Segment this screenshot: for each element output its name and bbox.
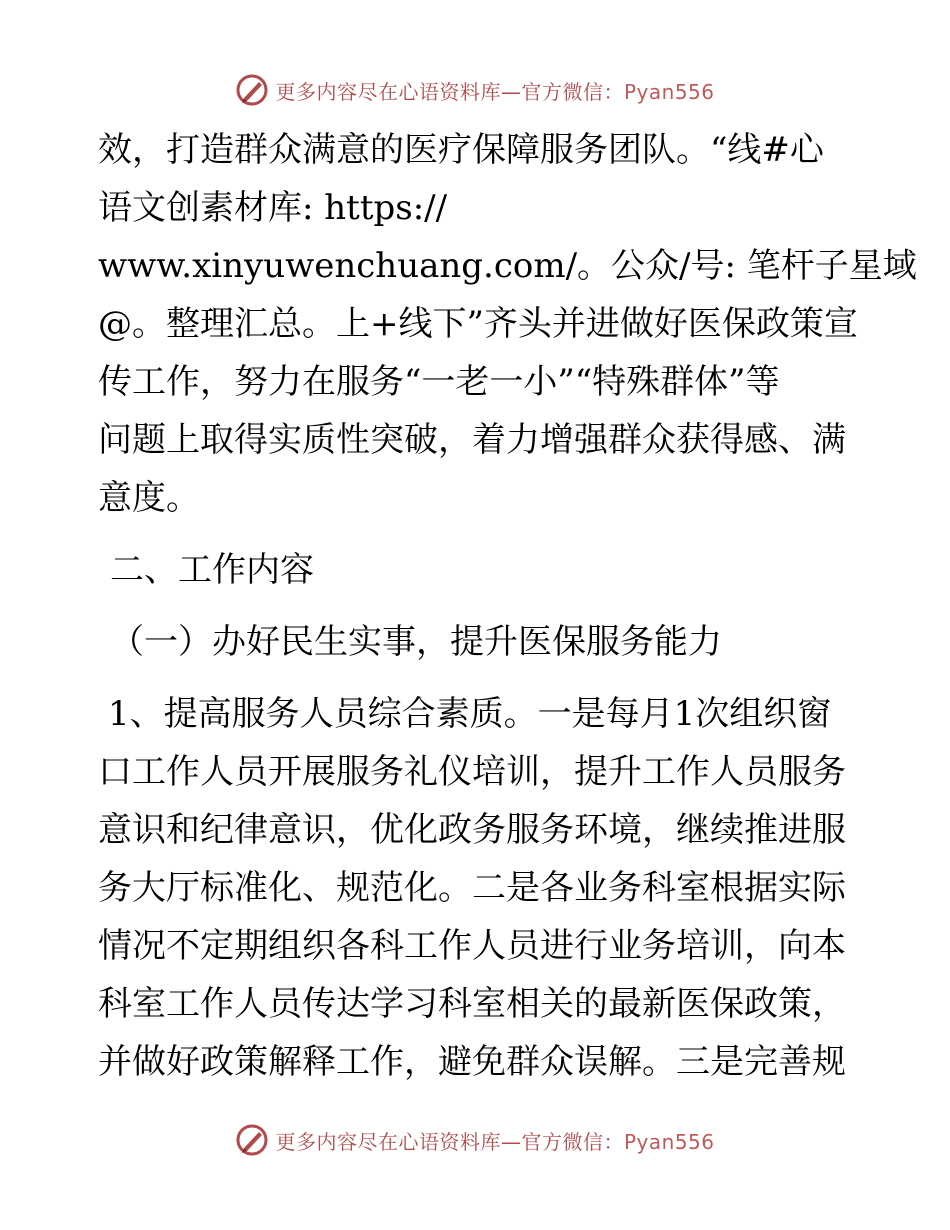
watermark-text: 更多内容尽在心语资料库—官方微信：Pyan556 xyxy=(275,79,715,104)
pen-seal-logo-icon xyxy=(235,73,269,107)
text-line: 情况不定期组织各科工作人员进行业务培训，向本 xyxy=(98,926,846,966)
subsection-heading: （一）办好民生实事，提升医保服务能力 xyxy=(110,622,722,662)
text-line: 1、提高服务人员综合素质。一是每月1次组织窗 xyxy=(108,694,832,734)
text-line: 意度。 xyxy=(98,478,200,518)
text-line: 口工作人员开展服务礼仪培训，提升工作人员服务 xyxy=(98,752,846,792)
text-line: 问题上取得实质性突破，着力增强群众获得感、满 xyxy=(98,420,846,460)
wechat-id: Pyan556 xyxy=(623,79,715,104)
watermark-text: 更多内容尽在心语资料库—官方微信：Pyan556 xyxy=(275,1129,715,1154)
pen-seal-logo-icon xyxy=(235,1123,269,1157)
text-line: 意识和纪律意识，优化政务服务环境，继续推进服 xyxy=(98,810,846,850)
text-line: 效，打造群众满意的医疗保障服务团队。“线#心 xyxy=(98,130,824,170)
wechat-id: Pyan556 xyxy=(623,1129,715,1154)
section-heading: 二、工作内容 xyxy=(110,550,314,590)
text-line: www.xinyuwenchuang.com/。公众/号: 笔杆子星域 xyxy=(98,246,917,286)
text-line: 务大厅标准化、规范化。二是各业务科室根据实际 xyxy=(98,868,846,908)
text-line: 科室工作人员传达学习科室相关的最新医保政策， xyxy=(98,984,846,1024)
document-body xyxy=(98,121,917,1091)
watermark-banner-top xyxy=(0,68,950,112)
watermark-banner-bottom xyxy=(0,1118,950,1162)
text-line: 传工作，努力在服务“一老一小”“特殊群体”等 xyxy=(98,362,780,402)
text-line: 并做好政策解释工作，避免群众误解。三是完善规 xyxy=(98,1042,846,1082)
text-line: 语文创素材库: https:// xyxy=(98,188,448,228)
text-line: @。整理汇总。上+线下”齐头并进做好医保政策宣 xyxy=(98,304,858,344)
